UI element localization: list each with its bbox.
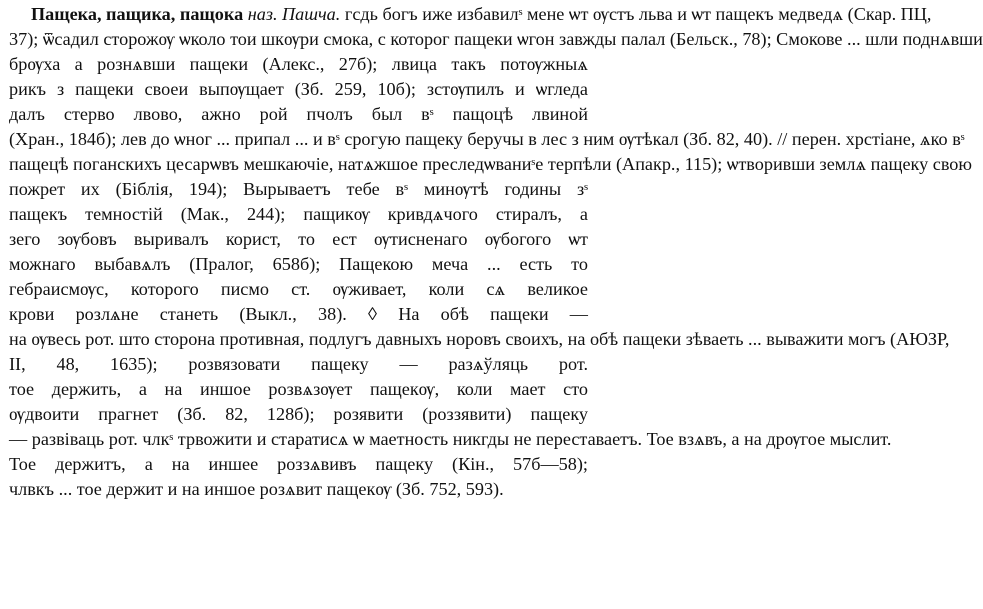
entry-line-19: Тое держитъ, а на иншее роззѧвивъ пащеку (Кін., 57б—58); <box>9 454 588 474</box>
phrase-rozvyazovaty: розвязовати пащеку <box>188 354 369 374</box>
entry-line-8: пожрет их (Біблія, 194); Вырываетъ тебе вˢ минѹтѣ годины зˢ <box>9 179 588 199</box>
entry-line-12: гебраисмѹс, которого писмо ст. ѹживает, коли сѧ великое <box>9 279 588 299</box>
entry-line-20: члвкъ ... тое держит и на иншое розѧвит пащекѹ (Зб. 752, 593). <box>9 479 504 499</box>
entry-line-1: Пащека, пащика, пащока наз. Пашча. гсдь богъ иже избавилˢ мене ѡт ѹстъ льва и ѡт пащекъ медведѧ (Скар. ПЦ, <box>31 4 932 24</box>
entry-line-10: зего зѹбовъ выривалъ корист, то ест ѹтисненаго ѹбогого ѡт <box>9 229 588 249</box>
entry-line-14: на ѹвесь рот. што сторона противная, подлугъ давныхъ норовъ своихъ, на обѣ пащеки зѣваеть ... выважити могъ (АЮЗР, <box>9 329 950 349</box>
entry-line-5: далъ стерво лвово, ажно рой пчолъ был вˢ пащоцѣ лвиной <box>9 104 588 124</box>
entry-line-16: тое держить, а на иншое розвѧзѹет пащекѹ, коли мает сто <box>9 379 588 399</box>
entry-line-4: рикъ з пащеки своеи выпѹщает (Зб. 259, 10б); зстѹпилъ и ѡгледа <box>9 79 588 99</box>
phrase-rozyavyty: розявити (роззявити) пащеку <box>333 404 588 424</box>
phrase-na-obe-pashcheky: На обѣ пащеки — <box>398 304 588 324</box>
entry-line-15: II, 48, 1635); розвязовати пащеку — разѧўляць рот. <box>9 354 588 374</box>
entry-line-18: — развіваць рот. члкˢ трвожити и старатисѧ ѡ маетность никгды не переставаетъ. Тое взѧвъ, а на дрѹгое мыслит. <box>9 429 892 449</box>
entry-line-9: пащекъ темностій (Мак., 244); пащикѹ кривдѧчого стиралъ, а <box>9 204 588 224</box>
entry-line-2: 37); ѿсадил сторожѹ ѡколо тои шкѹри смока, с которог пащеки ѡгон завжды палал (Бельск., 78); Смокове ... шли поднѧвши <box>9 29 983 49</box>
entry-line-3: брѹха а рознѧвши пащеки (Алекс., 27б); лвица такъ потѹжныѧ <box>9 54 588 74</box>
entry-line-7: пащецѣ поганскихъ цесарѡвъ мешкаючіе, натѧжшое преследѡваниˢе терпѣли (Апакр., 115); ѡтворивши землѧ пащеку свою <box>9 154 972 174</box>
entry-line-17: ѹдвоити прагнет (Зб. 82, 128б); розявити (роззявити) пащеку <box>9 404 588 424</box>
entry-line-6: (Хран., 184б); лев до ѡног ... припал ... и вˢ срогую пащеку беручы в лес з ним ѹтѣкал (Зб. 82, 40). // перен. хрстіане, ѧко вˢ <box>9 129 965 149</box>
entry-line-13: крови розлѧне станеть (Выкл., 38). ◊ На обѣ пащеки — <box>9 304 588 324</box>
entry-line-11: можнаго выбавѧлъ (Пралог, 658б); Пащекою меча ... есть то <box>9 254 588 274</box>
headword: Пащека, пащика, пащока <box>31 4 244 24</box>
